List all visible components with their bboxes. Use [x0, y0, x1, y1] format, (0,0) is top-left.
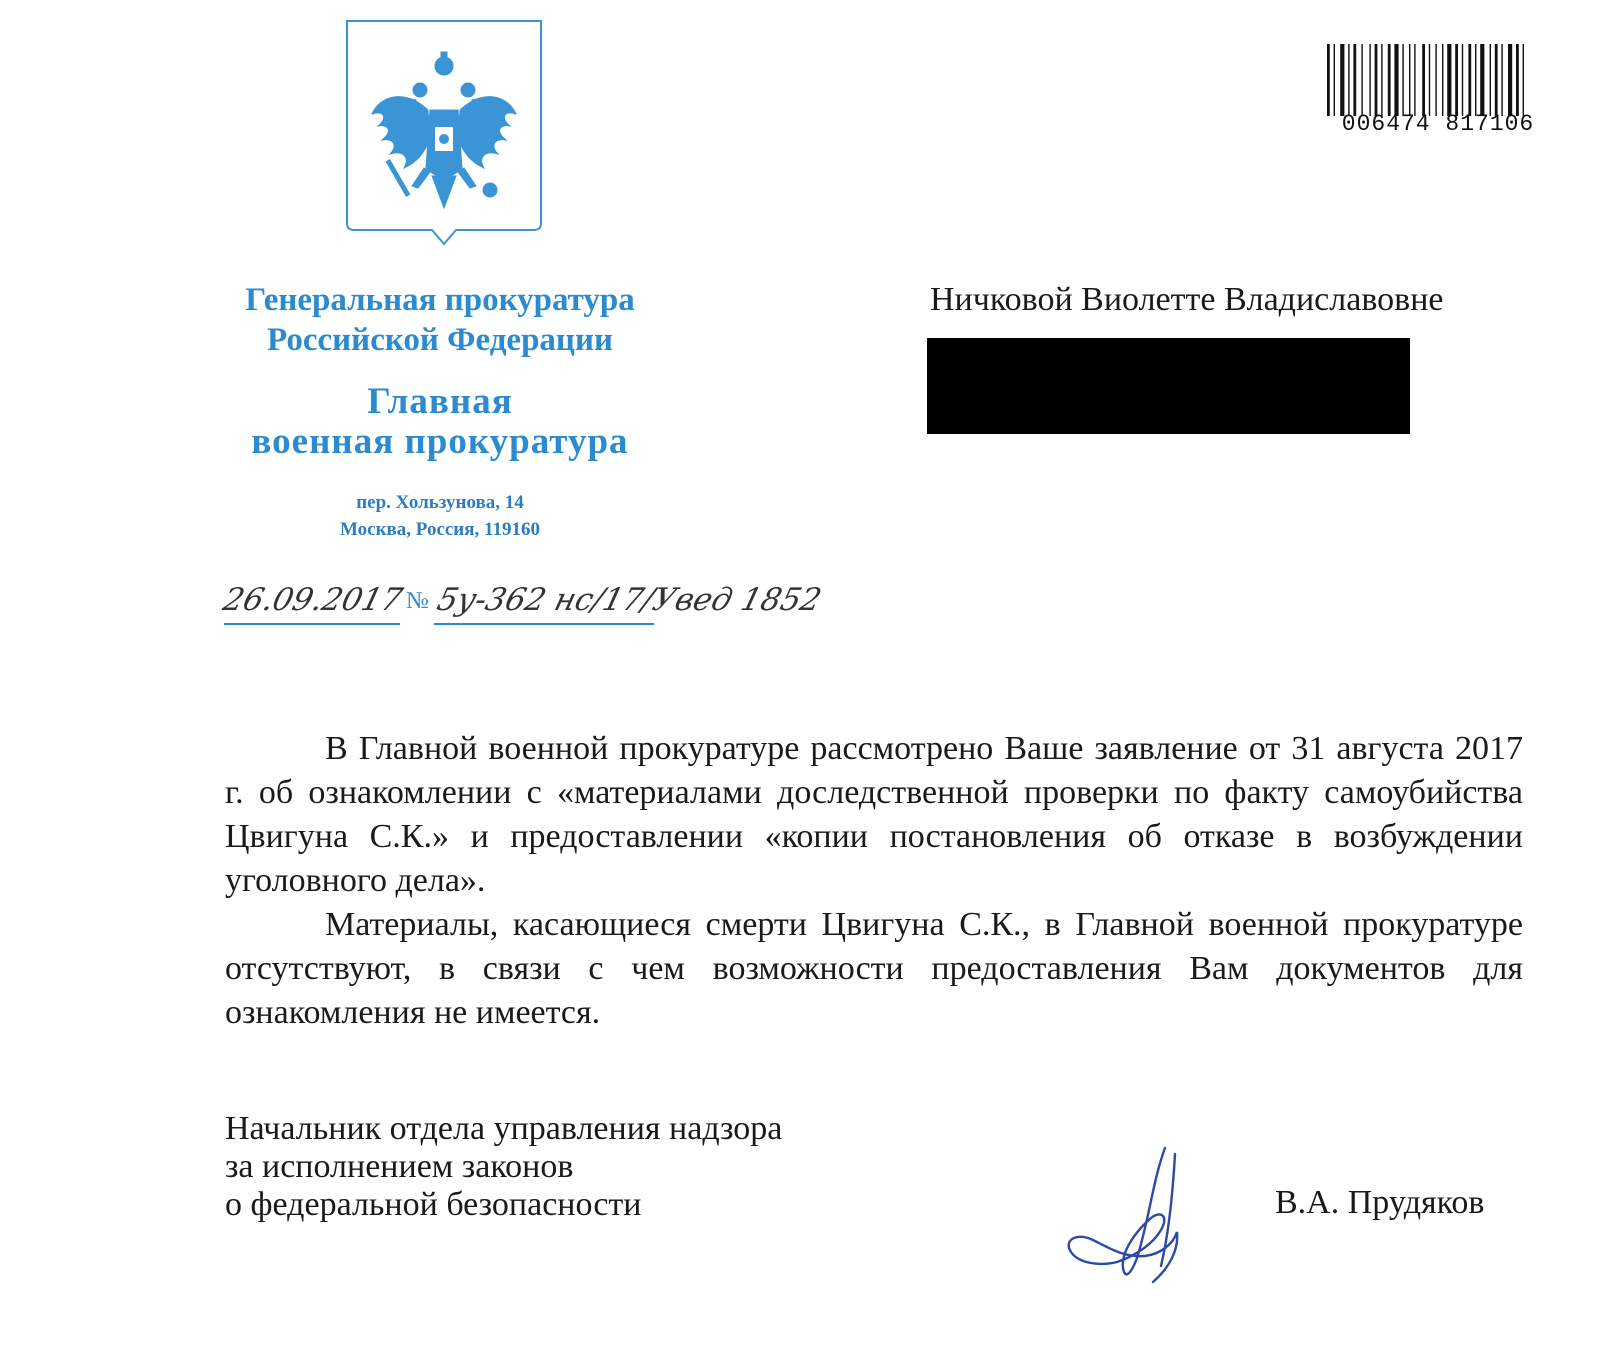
barcode — [1325, 44, 1551, 136]
barcode-bar — [1348, 44, 1349, 116]
barcode-bar — [1516, 44, 1519, 116]
barcode-bar — [1462, 44, 1463, 116]
org-address-line2: Москва, Россия, 119160 — [339, 519, 540, 540]
barcode-bar — [1447, 44, 1451, 116]
barcode-bar — [1334, 44, 1335, 116]
registration-number-label: № — [406, 588, 429, 614]
barcode-bar — [1475, 44, 1476, 116]
barcode-bar — [1455, 44, 1458, 116]
barcode-bar — [1353, 44, 1356, 116]
barcode-bar — [1442, 44, 1443, 116]
barcode-bar — [1523, 44, 1524, 116]
letter-body — [225, 727, 1523, 1035]
barcode-bar — [1508, 44, 1512, 116]
barcode-bar — [1429, 44, 1430, 116]
barcode-bar — [1490, 44, 1491, 116]
barcode-bar — [1414, 44, 1415, 116]
barcode-bar — [1480, 44, 1484, 116]
org-subdivision-line2: военная прокуратура — [251, 421, 629, 462]
org-address — [190, 489, 690, 543]
barcode-bar — [1361, 44, 1362, 116]
barcode-bar — [1495, 44, 1498, 116]
org-subdivision-line1: Главная — [367, 381, 513, 422]
body-paragraph: Материалы, касающиеся смерти Цвигуна С.К., в Главной военной прокуратуре отсутствуют, в связи с чем возможности предоставления Вам документов для ознакомления не имеется. — [225, 906, 1523, 1031]
barcode-bar — [1402, 44, 1403, 116]
org-name-line2: Российской Федерации — [267, 322, 613, 358]
number-underline — [434, 623, 654, 625]
barcode-bar — [1375, 44, 1378, 116]
emblem-frame — [344, 18, 544, 253]
barcode-bar — [1409, 44, 1410, 116]
registration-number: 5у-362 нс/17/Увед 1852 — [433, 582, 826, 618]
registration-date: 26.09.2017 — [219, 582, 406, 618]
body-paragraph: В Главной военной прокуратуре рассмотрено Ваше заявление от 31 августа 2017 г. об ознакомлении с «материалами доследственной проверки по факту самоубийства Цвигуна С.К.» и предоставлении «копии постановления об отказе в возбуждении уголовного дела». — [225, 730, 1523, 899]
org-name — [190, 280, 690, 360]
redacted-address-block — [927, 338, 1410, 434]
barcode-bar — [1381, 44, 1382, 116]
barcode-bar — [1340, 44, 1344, 116]
barcode-bar — [1468, 44, 1471, 116]
registration-line — [219, 582, 826, 642]
barcode-bar — [1327, 44, 1330, 116]
org-address-line1: пер. Хользунова, 14 — [356, 492, 524, 513]
date-underline — [224, 623, 400, 625]
double-headed-eagle-icon — [344, 18, 544, 253]
barcode-bars — [1325, 44, 1551, 116]
addressee-name: Ничковой Виолетте Владиславовне — [930, 281, 1444, 318]
barcode-bar — [1369, 44, 1370, 116]
barcode-number: 006474 817106 — [1341, 111, 1535, 137]
signatory-position — [225, 1110, 945, 1224]
position-line2: за исполнением законов — [225, 1148, 574, 1185]
org-subdivision — [190, 382, 690, 462]
signatory-name: В.А. Прудяков — [1275, 1184, 1485, 1221]
barcode-bar — [1388, 44, 1391, 116]
handwritten-signature-icon — [1065, 1140, 1205, 1285]
org-name-line1: Генеральная прокуратура — [245, 282, 635, 318]
position-line3: о федеральной безопасности — [225, 1186, 642, 1223]
barcode-bar — [1394, 44, 1398, 116]
barcode-bar — [1422, 44, 1425, 116]
barcode-bar — [1501, 44, 1502, 116]
position-line1: Начальник отдела управления надзора — [225, 1110, 783, 1147]
barcode-bar — [1435, 44, 1436, 116]
